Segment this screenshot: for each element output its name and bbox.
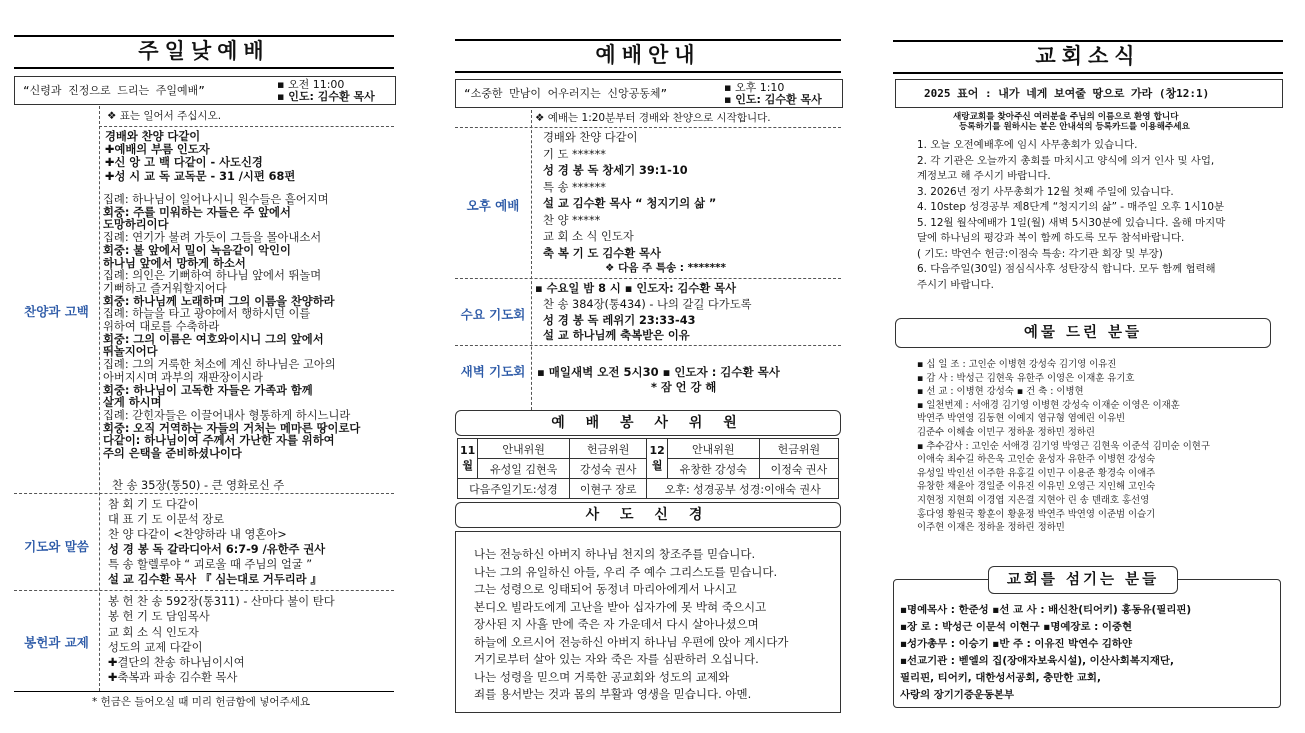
prayer-item: 대 표 기 도 이문석 장로 — [108, 513, 225, 526]
news-list — [917, 138, 1225, 293]
news-item: 계정보고 해 주시기 바랍니다. — [917, 170, 1051, 182]
section-prayer: 기도와 말씀 — [24, 539, 89, 554]
left-hline-1 — [14, 493, 394, 494]
left-footnote: * 헌금은 들어오실 때 미리 헌금함에 넣어주세요 — [92, 696, 310, 708]
servers-guide-11: 유성일 김현욱 — [478, 459, 570, 479]
church-servers-list — [900, 602, 1191, 704]
middle-note: ❖ 예배는 1:20분부터 경배와 찬양으로 시작합니다. — [535, 112, 771, 124]
wednesday-line: ▪ 수요일 밤 8 시 ▪ 인도자: 김수환 목사 — [535, 282, 737, 295]
church-servers-title: 교회를 섬기는 분들 — [988, 566, 1178, 594]
reading-line: 뛰놀지어다 — [103, 345, 158, 359]
reading-line: 회중: 불 앞에서 밀이 녹음같이 악인이 — [103, 243, 291, 257]
reading-line: 집례: 하늘을 타고 광야에서 행하시던 이를 — [103, 307, 311, 321]
order-list — [105, 130, 295, 183]
offering-item: 봉 헌 기 도 담임목사 — [108, 610, 210, 624]
reading-line: 집례: 그의 거룩한 처소에 계신 하나님은 고아의 — [103, 358, 336, 372]
reading-line: 집례: 의인은 기뻐하여 하나님 앞에서 뛰놀며 — [103, 269, 322, 283]
news-item: ( 기도: 박연수 헌금:이점숙 특송: 각기관 회장 및 부장) — [917, 247, 1163, 260]
church-server-line: ▪장 로 : 박성근 이문석 이현구 ▪명예장로 : 이중현 — [900, 621, 1133, 633]
offering-item: 교 회 소 식 인도자 — [108, 625, 199, 639]
prayer-item: 성 경 봉 독 갈라디아서 6:7-9 /유한주 권사 — [108, 543, 326, 556]
left-time: ▪ 오전 11:00 — [277, 78, 345, 91]
order-item: 경배와 찬양 다같이 — [105, 130, 201, 143]
left-divider — [99, 106, 100, 691]
news-item: 달에 하나님의 평강과 복이 함께 하도록 모두 참석바랍니다. — [917, 232, 1185, 244]
creed-title: 사 도 신 경 — [455, 502, 841, 528]
reading-line: 다같이: 하나님이여 주께서 가난한 자를 위하여 — [103, 434, 335, 448]
afternoon-item: 경배와 찬양 다같이 — [543, 131, 638, 144]
donor-line: ▪ 추수감사 : 고인순 서애경 김기영 박영근 김현욱 이준석 김미순 이현구 — [917, 440, 1210, 452]
donor-line: 홍다영 황원국 황훈이 황윤정 박연주 박연영 이준범 이슬기 — [917, 508, 1156, 520]
middle-divider — [531, 110, 532, 410]
offering-item: ✚축복과 파송 김수환 목사 — [108, 671, 238, 685]
wednesday-list — [543, 297, 752, 344]
afternoon-item: 특 송 ****** — [543, 180, 606, 194]
donor-line: ▪ 십 일 조 : 고인순 이병현 강성숙 김기영 이유진 — [917, 359, 1117, 370]
order-item: ✚신 앙 고 백 다같이 - 사도신경 — [105, 156, 263, 170]
donor-line: 이주현 이재은 정하윤 정하린 정하민 — [917, 522, 1065, 534]
creed-line: 장사된 지 사흘 만에 죽은 자 가운데서 다시 살아나셨으며 — [474, 617, 759, 631]
afternoon-item: 설 교 김수환 목사 “ 청지기의 삶 ” — [543, 197, 717, 210]
next-special: ❖ 다음 주 특송 : ******* — [605, 262, 727, 274]
donor-line: 지현정 지현희 이경엽 지은결 지현아 린 송 덴래호 홍선영 — [917, 494, 1150, 506]
servers-month-11: 11 월 — [458, 439, 478, 479]
creed-box — [455, 531, 841, 713]
middle-column — [455, 0, 843, 733]
donor-line: 김준수 이해솔 이민구 정하윤 정하민 정하린 — [917, 426, 1095, 438]
motto: 2025 표어 : 내가 네게 보여줄 땅으로 가라 (창12:1) — [924, 87, 1210, 100]
offering-item: ✚결단의 찬송 하나님이시여 — [108, 656, 245, 670]
middle-subtitle-box — [455, 79, 843, 108]
left-subtitle: “신령과 진정으로 드리는 주일예배” — [23, 84, 205, 97]
news-item: 4. 10step 성경공부 제8단계 “청지기의 삶” - 매주일 오후 1시10분 — [917, 201, 1225, 213]
left-leader: ▪ 인도: 김수환 목사 — [277, 90, 375, 103]
news-item: 5. 12월 월삭예배가 1일(월) 새벽 5시30분에 있습니다. 올해 마지막 — [917, 216, 1226, 229]
church-server-line: ▪선교기관 : 벧엘의 집(장애자보육시설), 이산사회복지재단, — [900, 655, 1174, 667]
welcome-1: 새랑교회를 찾아주신 여러분을 주님의 이름으로 환영 합니다 — [953, 112, 1179, 122]
middle-time: ▪ 오후 1:10 — [724, 81, 785, 94]
middle-title: 예배안내 — [455, 39, 841, 73]
reading-line: 살게 하시며 — [103, 396, 162, 410]
section-praise: 찬양과 고백 — [24, 304, 89, 319]
section-offering: 봉헌과 교제 — [24, 635, 89, 650]
donor-line: ▪ 일천번제 : 서애경 김기영 이병현 강성숙 이재순 이영은 이재훈 — [917, 399, 1180, 411]
afternoon-item: 기 도 ****** — [543, 147, 606, 161]
section-afternoon: 오후 예배 — [466, 198, 520, 213]
left-hline-2 — [14, 590, 394, 591]
left-column — [14, 0, 396, 733]
section-wednesday: 수요 기도회 — [460, 307, 526, 322]
middle-hline-0 — [455, 127, 841, 128]
servers-header-offer: 헌금위원 — [759, 439, 838, 459]
church-server-line: ▪명예목사 : 한준성 ▪선 교 사 : 배신찬(티어키) 홍동유(필리핀) — [900, 604, 1192, 616]
creed-line: 나는 성령을 믿으며 거룩한 공교회와 성도의 교제와 — [474, 669, 730, 684]
order-item: ✚성 시 교 독 교독문 - 31 /시편 68편 — [105, 169, 296, 183]
creed-line: 거기로부터 살아 있는 자와 죽은 자를 심판하러 오십니다. — [474, 652, 759, 666]
servers-foot-1: 다음주일기도:성경 — [458, 479, 570, 499]
wednesday-item: 설 교 하나님께 축복받은 이유 — [543, 329, 690, 342]
servers-month-12: 12 월 — [647, 439, 667, 479]
reading-line: 아버지시며 과부의 재판장이시라 — [103, 370, 263, 384]
left-note-stand: ❖ 표는 일어서 주십시오. — [107, 110, 222, 122]
servers-header-guide: 안내위원 — [478, 439, 570, 459]
middle-subtitle: “소중한 만남이 어우러지는 신앙공동체” — [464, 87, 668, 100]
left-hline-bottom — [14, 691, 394, 692]
reading-line: 회중: 그의 이름은 여호와이시니 그의 앞에서 — [103, 332, 324, 346]
servers-table — [457, 438, 839, 499]
creed-text — [474, 546, 788, 704]
creed-line: 죄를 용서받는 것과 몸의 부활과 영생을 믿습니다. 아멘. — [474, 687, 752, 701]
prayer-item: 설 교 김수환 목사 『 심는대로 거두리라 』 — [108, 573, 322, 586]
left-subtitle-box — [14, 76, 396, 105]
servers-title: 예 배 봉 사 위 원 — [455, 410, 841, 436]
reading-line: 집례: 하나님이 일어나시니 원수들은 흩어지며 — [103, 193, 329, 206]
afternoon-item: 교 회 소 식 인도자 — [543, 230, 634, 243]
afternoon-item: 찬 양 ***** — [543, 213, 601, 227]
creed-line: 하늘에 오르시어 전능하신 아버지 하나님 우편에 앉아 계시다가 — [474, 634, 789, 649]
wednesday-item: 성 경 봉 독 레위기 23:33-43 — [543, 313, 696, 327]
donor-line: ▪ 감 사 : 박성근 김현욱 유한주 이영은 이재훈 유기호 — [917, 372, 1135, 384]
prayer-list — [108, 497, 325, 587]
news-item: 3. 2026년 정기 사무총회가 12월 첫째 주일에 있습니다. — [917, 185, 1174, 198]
church-server-line: ▪성가총무 : 이승기 ▪반 주 : 이유진 박연수 김하얀 — [900, 638, 1133, 650]
donor-line: 이애숙 최수길 하은욱 고인순 윤성자 유한주 이병현 강성숙 — [917, 454, 1156, 466]
prayer-item: 참 회 기 도 다같이 — [108, 498, 199, 511]
reading-line: 회중: 주를 미워하는 자들은 주 앞에서 — [103, 205, 291, 219]
middle-hline-1 — [455, 278, 841, 279]
donor-line: ▪ 선 교 : 이병현 강성숙 ▪ 건 축 : 이병현 — [917, 386, 1084, 398]
order-item: ✚예배의 부름 인도자 — [105, 143, 210, 157]
wednesday-item: 찬 송 384장(통434) - 나의 갈길 다가도록 — [543, 298, 752, 311]
donor-line: 유성일 박인선 이주한 유홍길 이민구 이용준 황경숙 이애주 — [917, 467, 1156, 479]
offering-item: 성도의 교제 다같이 — [108, 640, 203, 654]
donors-title: 예물 드린 분들 — [895, 318, 1271, 348]
welcome-2: 등록하기를 원하시는 분은 안내석의 등록카드를 이용해주세요 — [959, 122, 1190, 132]
servers-foot-3: 오후: 성경공부 성경:이애숙 권사 — [647, 479, 839, 499]
middle-leader: ▪ 인도: 김수환 목사 — [724, 93, 822, 106]
reading-line: 위하여 대로를 수축하라 — [103, 320, 220, 334]
creed-line: 나는 전능하신 아버지 하나님 천지의 창조주를 믿습니다. — [474, 547, 756, 561]
right-title: 교회소식 — [893, 40, 1283, 74]
motto-box — [895, 79, 1283, 108]
dawn-line: ▪ 매일새벽 오전 5시30 ▪ 인도자 : 김수환 목사 — [537, 365, 780, 379]
prayer-item: 특 송 할렐루야 “ 괴로울 때 주님의 얼굴 ” — [108, 558, 313, 571]
right-column — [893, 0, 1285, 733]
servers-header-guide: 안내위원 — [667, 439, 759, 459]
left-hline-0 — [99, 126, 394, 127]
creed-line: 본디오 빌라도에게 고난을 받아 십자가에 못 박혀 죽으시고 — [474, 599, 767, 614]
offering-item: 봉 헌 찬 송 592장(통311) - 산마다 불이 탄다 — [108, 595, 335, 608]
donors-list — [917, 358, 1210, 535]
reading-line: 집례: 갇힌자들은 이끌어내사 형통하게 하시느니라 — [103, 408, 351, 422]
reading-line: 도망하리이다 — [103, 218, 169, 232]
section-dawn: 새벽 기도회 — [460, 364, 526, 379]
offering-list — [108, 594, 335, 686]
reading-line: 집례: 연기가 불려 가듯이 그들을 몰아내소서 — [103, 231, 322, 245]
servers-box — [893, 579, 1281, 708]
servers-offer-12: 이정숙 권사 — [759, 459, 838, 479]
news-item: 주시기 바랍니다. — [917, 278, 994, 291]
reading-line: 회중: 하나님이 고독한 자들은 가족과 함께 — [103, 383, 313, 397]
prayer-item: 찬 양 다같이 <찬양하라 내 영혼아> — [108, 528, 287, 541]
creed-line: 그는 성령으로 잉태되어 동정녀 마리아에게서 나시고 — [474, 582, 737, 596]
reading-line: 기뻐하고 즐거워할지어다 — [103, 281, 227, 295]
afternoon-list — [543, 130, 716, 262]
middle-hline-2 — [455, 345, 841, 346]
news-item: 1. 오늘 오전예배후에 임시 사무총회가 있습니다. — [917, 139, 1138, 151]
church-server-line: 필리핀, 티어키, 대한성서공회, 충만한 교회, — [900, 672, 1101, 684]
reading-line: 회중: 하나님께 노래하며 그의 이름을 찬양하라 — [103, 294, 335, 308]
donor-line: 유창한 채윤아 경일준 이유진 이유민 오영근 지인해 고인숙 — [917, 481, 1156, 493]
afternoon-item: 축 복 기 도 김수환 목사 — [543, 246, 661, 260]
news-item: 2. 각 기관은 오늘까지 총회를 마치시고 양식에 의거 인사 및 사업, — [917, 154, 1215, 167]
servers-offer-11: 강성숙 권사 — [569, 459, 647, 479]
donor-line: 박연주 박연영 김동현 이예지 염규형 염예린 이유빈 — [917, 413, 1126, 425]
reading-line: 하나님 앞에서 망하게 하소서 — [103, 256, 246, 270]
news-item: 6. 다음주일(30일) 점심식사후 성탄장식 합니다. 모두 함께 협력해 — [917, 263, 1216, 275]
reading-line: 회중: 오직 거역하는 자들의 거처는 메마른 땅이로다 — [103, 421, 361, 435]
afternoon-item: 성 경 봉 독 창세기 39:1-10 — [543, 164, 688, 177]
left-hymn: 찬 송 35장(통50) - 큰 영화로신 주 — [112, 479, 285, 492]
servers-foot-2: 이현구 장로 — [569, 479, 647, 499]
responsive-reading — [103, 194, 360, 461]
dawn-sub: * 잠 언 강 해 — [651, 381, 717, 394]
servers-guide-12: 유창한 강성숙 — [667, 459, 759, 479]
church-server-line: 사랑의 장기기증운동본부 — [900, 689, 1015, 701]
creed-line: 나는 그의 유일하신 아들, 우리 주 예수 그리스도를 믿습니다. — [474, 564, 778, 579]
reading-line: 주의 은택을 준비하셨나이다 — [103, 447, 242, 461]
left-title: 주일낮예배 — [14, 35, 394, 69]
servers-header-offer: 헌금위원 — [569, 439, 647, 459]
